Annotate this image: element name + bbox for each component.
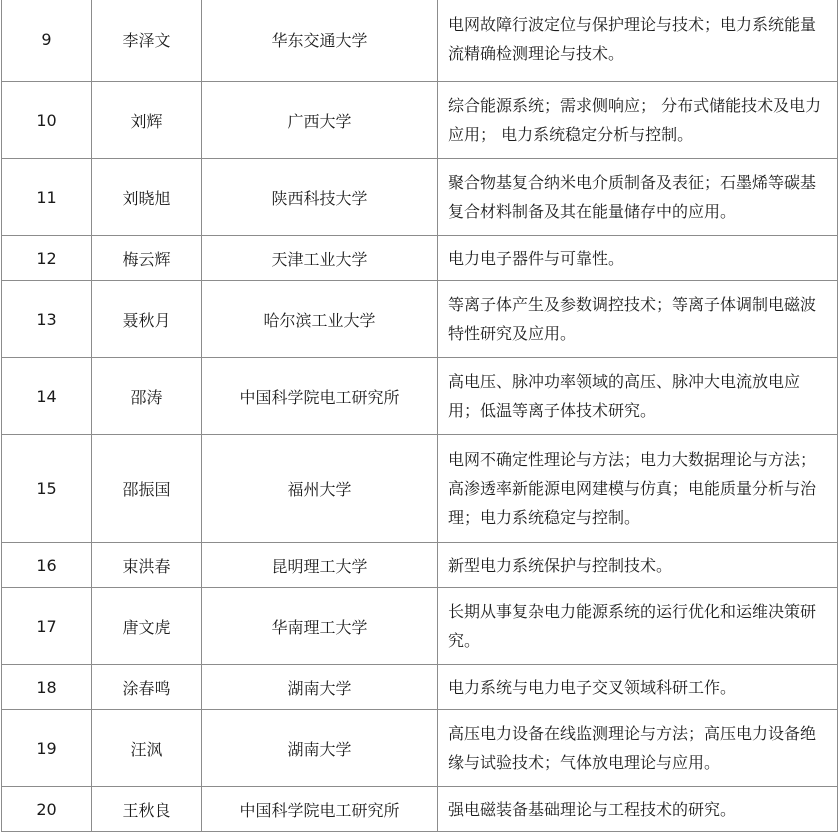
person-name: 邵振国	[92, 435, 202, 543]
organization: 昆明理工大学	[202, 543, 438, 588]
organization: 华南理工大学	[202, 588, 438, 665]
person-name: 刘晓旭	[92, 159, 202, 236]
person-name: 邵涛	[92, 358, 202, 435]
research-field: 电力系统与电力电子交叉领域科研工作。	[438, 665, 838, 710]
organization: 华东交通大学	[202, 0, 438, 82]
row-number: 13	[2, 281, 92, 358]
research-field: 电网故障行波定位与保护理论与技术；电力系统能量流精确检测理论与技术。	[438, 0, 838, 82]
row-number: 10	[2, 82, 92, 159]
experts-table	[1, 0, 838, 832]
table-row	[2, 588, 838, 665]
research-field: 聚合物基复合纳米电介质制备及表征；石墨烯等碳基复合材料制备及其在能量储存中的应用。	[438, 159, 838, 236]
research-field: 电力电子器件与可靠性。	[438, 236, 838, 281]
organization: 中国科学院电工研究所	[202, 358, 438, 435]
research-field: 强电磁装备基础理论与工程技术的研究。	[438, 787, 838, 832]
person-name: 汪沨	[92, 710, 202, 787]
table-row	[2, 665, 838, 710]
research-field: 长期从事复杂电力能源系统的运行优化和运维决策研究。	[438, 588, 838, 665]
person-name: 王秋良	[92, 787, 202, 832]
organization: 天津工业大学	[202, 236, 438, 281]
organization: 陕西科技大学	[202, 159, 438, 236]
research-field: 新型电力系统保护与控制技术。	[438, 543, 838, 588]
table-row	[2, 435, 838, 543]
organization: 湖南大学	[202, 665, 438, 710]
table-row	[2, 787, 838, 832]
table-row	[2, 0, 838, 82]
person-name: 刘辉	[92, 82, 202, 159]
person-name: 唐文虎	[92, 588, 202, 665]
row-number: 18	[2, 665, 92, 710]
organization: 广西大学	[202, 82, 438, 159]
row-number: 15	[2, 435, 92, 543]
row-number: 17	[2, 588, 92, 665]
research-field: 综合能源系统；需求侧响应； 分布式储能技术及电力应用； 电力系统稳定分析与控制。	[438, 82, 838, 159]
organization: 哈尔滨工业大学	[202, 281, 438, 358]
research-field: 高压电力设备在线监测理论与方法；高压电力设备绝缘与试验技术；气体放电理论与应用。	[438, 710, 838, 787]
table-row	[2, 82, 838, 159]
table-row	[2, 358, 838, 435]
person-name: 涂春鸣	[92, 665, 202, 710]
row-number: 14	[2, 358, 92, 435]
research-field: 电网不确定性理论与方法；电力大数据理论与方法；高渗透率新能源电网建模与仿真；电能质量分析与治理；电力系统稳定与控制。	[438, 435, 838, 543]
row-number: 12	[2, 236, 92, 281]
person-name: 束洪春	[92, 543, 202, 588]
person-name: 聂秋月	[92, 281, 202, 358]
table-row	[2, 543, 838, 588]
person-name: 李泽文	[92, 0, 202, 82]
table-row	[2, 710, 838, 787]
table-row	[2, 236, 838, 281]
row-number: 19	[2, 710, 92, 787]
row-number: 20	[2, 787, 92, 832]
organization: 福州大学	[202, 435, 438, 543]
table-row	[2, 281, 838, 358]
research-field: 等离子体产生及参数调控技术；等离子体调制电磁波特性研究及应用。	[438, 281, 838, 358]
row-number: 16	[2, 543, 92, 588]
research-field: 高电压、脉冲功率领域的高压、脉冲大电流放电应用；低温等离子体技术研究。	[438, 358, 838, 435]
row-number: 9	[2, 0, 92, 82]
table-row	[2, 159, 838, 236]
organization: 湖南大学	[202, 710, 438, 787]
row-number: 11	[2, 159, 92, 236]
organization: 中国科学院电工研究所	[202, 787, 438, 832]
person-name: 梅云辉	[92, 236, 202, 281]
